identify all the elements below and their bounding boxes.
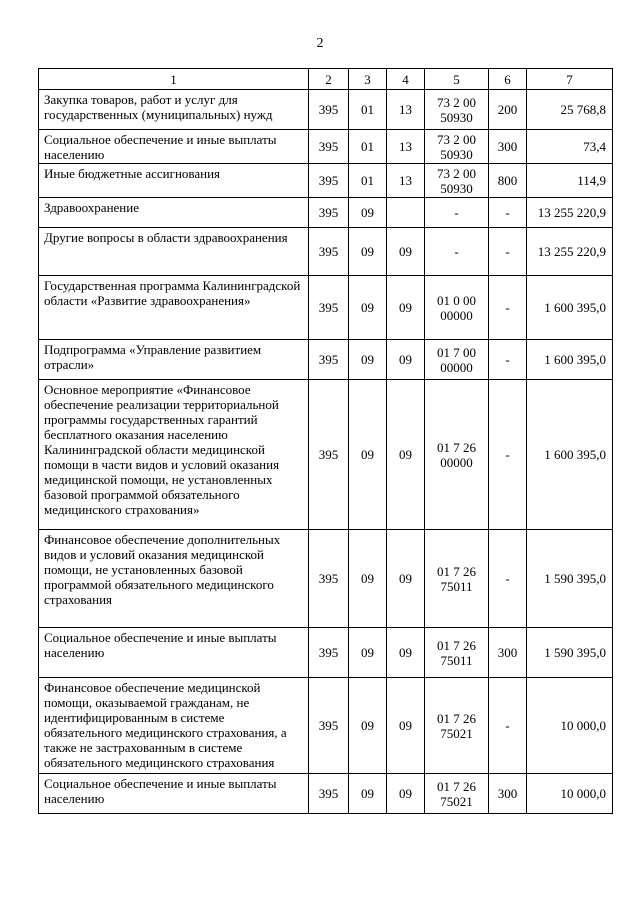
row-csr-cell: 01 7 00 00000: [425, 340, 489, 380]
row-pr-cell: 09: [387, 340, 425, 380]
row-name-cell: Государственная программа Калининградской области «Развитие здравоохранения»: [39, 276, 309, 340]
row-vr-cell: -: [489, 198, 527, 228]
row-sum-cell: 10 000,0: [527, 774, 613, 814]
table-row: [39, 340, 613, 380]
row-sum-cell: 1 590 395,0: [527, 530, 613, 628]
table-row: [39, 678, 613, 774]
row-pr-cell: 09: [387, 530, 425, 628]
row-csr-cell: 73 2 00 50930: [425, 130, 489, 164]
row-name-cell: Социальное обеспечение и иные выплаты населению: [39, 774, 309, 814]
row-vr-cell: -: [489, 380, 527, 530]
table-row: [39, 198, 613, 228]
table-row: [39, 276, 613, 340]
row-rz-cell: 01: [349, 164, 387, 198]
row-vr-cell: -: [489, 530, 527, 628]
row-rz-cell: 09: [349, 530, 387, 628]
table-header-row: [39, 69, 613, 90]
row-gr-cell: 395: [309, 340, 349, 380]
row-vr-cell: -: [489, 228, 527, 276]
row-gr-cell: 395: [309, 130, 349, 164]
row-pr-cell: [387, 198, 425, 228]
row-sum-cell: 1 590 395,0: [527, 628, 613, 678]
row-vr-cell: -: [489, 678, 527, 774]
row-name-cell: Иные бюджетные ассигнования: [39, 164, 309, 198]
row-rz-cell: 09: [349, 774, 387, 814]
row-gr-cell: 395: [309, 380, 349, 530]
row-name-cell: Основное мероприятие «Финансовое обеспечение реализации территориальной программы государственных гарантий бесплатного оказания населению Калининградской области медицинской помощи в части видов и условий оказания медицинской помощи, не установленных базовой программой обязательного медицинского страхования»: [39, 380, 309, 530]
row-csr-cell: 01 7 26 75011: [425, 530, 489, 628]
row-sum-cell: 73,4: [527, 130, 613, 164]
row-sum-cell: 13 255 220,9: [527, 228, 613, 276]
row-rz-cell: 09: [349, 380, 387, 530]
column-header: 7: [527, 69, 613, 90]
table-row: [39, 164, 613, 198]
row-rz-cell: 09: [349, 198, 387, 228]
table-row: [39, 628, 613, 678]
row-rz-cell: 09: [349, 628, 387, 678]
table-row: [39, 380, 613, 530]
row-rz-cell: 09: [349, 678, 387, 774]
row-vr-cell: 200: [489, 90, 527, 130]
table-row: [39, 130, 613, 164]
row-csr-cell: 01 7 26 75011: [425, 628, 489, 678]
table-row: [39, 530, 613, 628]
row-csr-cell: 73 2 00 50930: [425, 164, 489, 198]
row-csr-cell: -: [425, 198, 489, 228]
row-vr-cell: 300: [489, 774, 527, 814]
row-sum-cell: 25 768,8: [527, 90, 613, 130]
column-header: 3: [349, 69, 387, 90]
row-name-cell: Закупка товаров, работ и услуг для государственных (муниципальных) нужд: [39, 90, 309, 130]
column-header: 2: [309, 69, 349, 90]
row-gr-cell: 395: [309, 628, 349, 678]
column-header: 1: [39, 69, 309, 90]
row-vr-cell: 800: [489, 164, 527, 198]
row-sum-cell: 1 600 395,0: [527, 380, 613, 530]
row-csr-cell: 01 7 26 75021: [425, 678, 489, 774]
row-name-cell: Здравоохранение: [39, 198, 309, 228]
row-pr-cell: 09: [387, 678, 425, 774]
row-csr-cell: 73 2 00 50930: [425, 90, 489, 130]
row-pr-cell: 09: [387, 628, 425, 678]
row-gr-cell: 395: [309, 228, 349, 276]
row-csr-cell: 01 7 26 75021: [425, 774, 489, 814]
row-vr-cell: 300: [489, 628, 527, 678]
row-sum-cell: 114,9: [527, 164, 613, 198]
table-row: [39, 90, 613, 130]
row-name-cell: Другие вопросы в области здравоохранения: [39, 228, 309, 276]
column-header: 6: [489, 69, 527, 90]
row-vr-cell: -: [489, 340, 527, 380]
row-pr-cell: 09: [387, 774, 425, 814]
row-csr-cell: 01 7 26 00000: [425, 380, 489, 530]
row-sum-cell: 1 600 395,0: [527, 276, 613, 340]
row-pr-cell: 13: [387, 90, 425, 130]
row-pr-cell: 13: [387, 164, 425, 198]
row-gr-cell: 395: [309, 90, 349, 130]
row-name-cell: Финансовое обеспечение медицинской помощи, оказываемой гражданам, не идентифицированным в системе обязательного медицинского страхования, а также не застрахованным в системе обязательного медицинского страхования: [39, 678, 309, 774]
row-rz-cell: 09: [349, 228, 387, 276]
row-pr-cell: 09: [387, 380, 425, 530]
row-gr-cell: 395: [309, 678, 349, 774]
row-sum-cell: 10 000,0: [527, 678, 613, 774]
row-vr-cell: -: [489, 276, 527, 340]
row-rz-cell: 09: [349, 340, 387, 380]
budget-table: [38, 68, 613, 814]
row-gr-cell: 395: [309, 198, 349, 228]
row-sum-cell: 1 600 395,0: [527, 340, 613, 380]
row-csr-cell: 01 0 00 00000: [425, 276, 489, 340]
table-row: [39, 228, 613, 276]
row-vr-cell: 300: [489, 130, 527, 164]
row-sum-cell: 13 255 220,9: [527, 198, 613, 228]
row-rz-cell: 01: [349, 130, 387, 164]
row-gr-cell: 395: [309, 530, 349, 628]
row-gr-cell: 395: [309, 276, 349, 340]
page-number: 2: [316, 36, 324, 51]
row-name-cell: Финансовое обеспечение дополнительных видов и условий оказания медицинской помощи, не установленных базовой программой обязательного медицинского страхования: [39, 530, 309, 628]
column-header: 5: [425, 69, 489, 90]
row-rz-cell: 01: [349, 90, 387, 130]
row-pr-cell: 13: [387, 130, 425, 164]
row-pr-cell: 09: [387, 276, 425, 340]
table-row: [39, 774, 613, 814]
row-csr-cell: -: [425, 228, 489, 276]
row-name-cell: Подпрограмма «Управление развитием отрасли»: [39, 340, 309, 380]
row-name-cell: Социальное обеспечение и иные выплаты населению: [39, 628, 309, 678]
row-gr-cell: 395: [309, 164, 349, 198]
row-gr-cell: 395: [309, 774, 349, 814]
row-name-cell: Социальное обеспечение и иные выплаты населению: [39, 130, 309, 164]
row-pr-cell: 09: [387, 228, 425, 276]
column-header: 4: [387, 69, 425, 90]
row-rz-cell: 09: [349, 276, 387, 340]
